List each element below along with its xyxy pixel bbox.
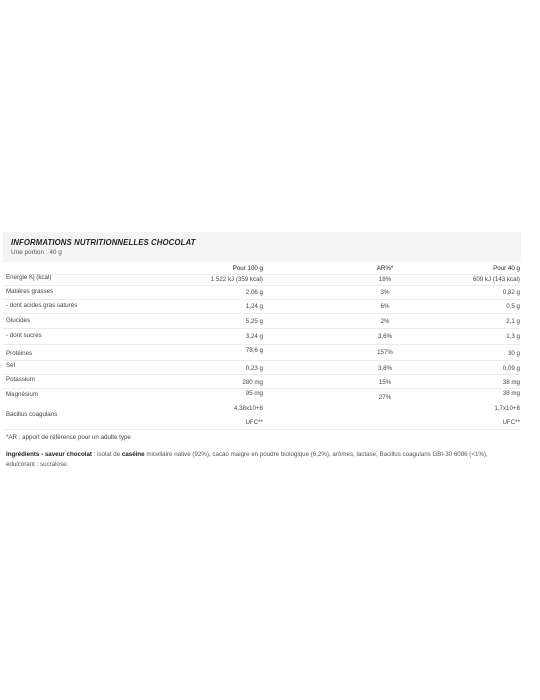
row-ar: 3,8% xyxy=(377,365,393,372)
row-per100: 2,06 g xyxy=(245,289,263,296)
row-per100: 1,24 g xyxy=(245,303,263,310)
row-per40: 1,3 g xyxy=(506,333,520,340)
row-ar: 18% xyxy=(378,276,392,283)
row-ar: 157% xyxy=(377,349,393,356)
row-per40: 30 g xyxy=(507,350,520,357)
row-per40: 609 kJ (143 kcal) xyxy=(472,276,520,283)
row-per40: 38 mg xyxy=(502,390,520,397)
row-per100: 3,24 g xyxy=(245,333,263,340)
row-per40: 2,1 g xyxy=(506,318,520,325)
row-per40: 0,82 g xyxy=(502,289,520,296)
table-header xyxy=(3,232,521,262)
row-ar: 3,6% xyxy=(377,333,393,340)
row-label: - dont acides gras saturés xyxy=(6,302,78,309)
ingredients-part-1: : isolat de xyxy=(91,451,122,458)
divider xyxy=(3,328,521,329)
row-per40: 38 mg xyxy=(502,379,520,386)
row-label: Magnésium xyxy=(6,391,38,398)
row-per40: 0,09 g xyxy=(502,365,520,372)
row-per100: 5,25 g xyxy=(245,318,263,325)
row-ar: 27% xyxy=(378,394,392,401)
row-ar: 2% xyxy=(380,318,390,325)
row-per100: 4,38x10+8 xyxy=(233,405,263,412)
divider xyxy=(3,374,521,375)
row-label: Sel xyxy=(6,362,15,369)
ingredients-part-2: micellaire native (92%), cacao maigre en poudre biologique (6,2%), arômes, lactase, Bacillus coagulans GBI-30 6086 (<1%), édulcorant : sucralose. xyxy=(6,451,488,468)
row-label: Protéines xyxy=(6,350,33,357)
column-header-ar: AR%* xyxy=(376,265,394,272)
divider xyxy=(3,313,521,314)
row-ar: 6% xyxy=(380,303,390,310)
row-label: - dont sucres xyxy=(6,332,42,339)
divider xyxy=(3,360,521,361)
row-per100: 1 522 kJ (359 kcal) xyxy=(210,276,263,283)
row-ar: 3% xyxy=(380,289,390,296)
row-per100: 95 mg xyxy=(245,390,263,397)
row-label: Matières grasses xyxy=(6,288,54,295)
page-title: INFORMATIONS NUTRITIONNELLES CHOCOLAT xyxy=(11,238,196,247)
row-label: Glucides xyxy=(6,317,31,324)
row-per100: 78,6 g xyxy=(245,347,263,354)
row-per40: 1,7x10+8 xyxy=(494,405,520,412)
divider xyxy=(3,274,521,275)
row-per100: 280 mg xyxy=(242,379,263,386)
ingredients-label: Ingrédients - saveur chocolat xyxy=(6,451,92,458)
row-label: Bacillus coagulans xyxy=(6,411,58,418)
ingredients-bold-word: caséine xyxy=(121,451,145,458)
serving-size: Une portion : 40 g xyxy=(11,249,62,256)
row-per100: 0,23 g xyxy=(245,365,263,372)
row-per100-unit: UFC** xyxy=(245,419,263,426)
footnote: *AR : apport de référence pour un adulte type xyxy=(6,434,131,441)
column-header-per100: Pour 100 g xyxy=(232,265,263,272)
divider xyxy=(3,299,521,300)
row-per40-unit: UFC** xyxy=(502,419,520,426)
row-ar: 15% xyxy=(378,379,392,386)
row-label: Potassium xyxy=(6,376,35,383)
divider xyxy=(3,429,521,430)
divider xyxy=(3,344,521,345)
row-per40: 0,5 g xyxy=(506,303,520,310)
divider xyxy=(3,388,521,389)
column-header-per40: Pour 40 g xyxy=(493,265,520,272)
divider xyxy=(3,285,521,286)
row-label: Energie Kj (kcal) xyxy=(6,274,52,281)
ingredients-text xyxy=(6,450,518,469)
